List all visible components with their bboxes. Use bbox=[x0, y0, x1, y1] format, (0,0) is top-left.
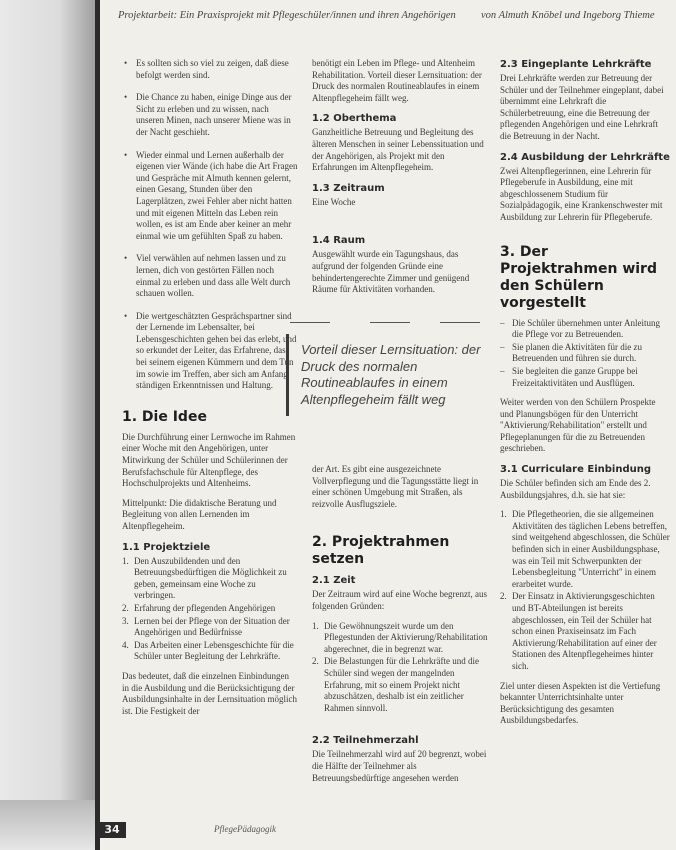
list-item: 1. Den Auszubildenden und den Betreuungsbedürftigen die Möglichkeit zu geben, gemeinsam eine Woche zu verbringen. bbox=[122, 556, 298, 602]
paragraph: Drei Lehrkräfte werden zur Betreuung der Schüler und der Teilnehmer eingeplant, dabei übernimmt eine Lehrkraft die Schülerbetreuung, eine die Betreuung der pflegenden Angehörigen und eine Lehrkraft die Betreuung in der Nacht. bbox=[500, 73, 664, 141]
dash-list bbox=[500, 318, 670, 390]
list-item: 2. Der Einsatz in Aktivierungsgeschichten und BT-Abteilungen ist bereits abgeschlossen, ein Teil der Schüler hat schon einen Praxiseinsatz im Fach Aktivierung/Rehabilitation auf einer der Stationen des Altenpflegeheimes hinter sich. bbox=[500, 591, 670, 672]
heading-projektrahmen: 2. Projektrahmen setzen bbox=[312, 534, 450, 568]
heading-projektrahmen-schueler: 3. Der Projektrahmen wird den Schülern vorgestellt bbox=[500, 243, 657, 311]
paragraph: Der Zeitraum wird auf eine Woche begrenzt, aus folgenden Gründen: bbox=[312, 589, 488, 611]
column-1 bbox=[122, 58, 298, 725]
ziele-list bbox=[122, 556, 298, 663]
bullet-item: • Wieder einmal und Lernen außerhalb der eigenen vier Wände (ich habe die Art Fragen und Gespräche mit Almuth kennen gelernt, einen Gesang, Stunden über den Lagerplätzen, zwei Fehler aber nicht hatten und mit eigenen Mitteln das Leben rein wollen, es ist am Ende aber keiner an mehr einmal wie um gefühlten Spaß zu haben. bbox=[122, 150, 298, 243]
paragraph: benötigt ein Leben im Pflege- und Altenheim Rehabilitation. Vorteil dieser Lernsituation: der Druck des normalen Routineablaufes in einem Altenpflegeheim fällt weg. bbox=[312, 58, 482, 103]
heading-projektziele: 1.1 Projektziele bbox=[122, 541, 211, 553]
paragraph: Ganzheitliche Betreuung und Begleitung des älteren Menschen in seiner Lebenssituation und der Angehörigen, als Projekt mit den Erfahrungen im Altenpflegeheim. bbox=[312, 127, 484, 173]
column-3 bbox=[500, 58, 670, 735]
running-head-right: von Almuth Knöbel und Ingeborg Thieme bbox=[481, 10, 655, 21]
scan-margin-left bbox=[0, 0, 98, 850]
heading-lehrkraefte: 2.3 Eingeplante Lehrkräfte bbox=[500, 59, 652, 70]
list-item: – Die Schüler übernehmen unter Anleitung die Pflege vor zu Betreuenden. bbox=[500, 318, 670, 341]
paragraph: der Art. Es gibt eine ausgezeichnete Vollverpflegung und die Tagungsstätte liegt in einer schönen Umgebung mit Straßen, als reizvolle Ausflugsziele. bbox=[312, 464, 479, 509]
paragraph: Zwei Altenpflegerinnen, eine Lehrerin für Pflegeberufe in Ausbildung, eine mit abgeschlossenem Studium für Sozialpädagogik, eine Krankenschwester mit Ausbildung zur Lehrerin für Pflegeberufe. bbox=[500, 165, 663, 222]
paragraph: Ausgewählt wurde ein Tagungshaus, das aufgrund der folgenden Gründe eine behindertengerechte Zimmer und genügend Räume für Aktivitäten vorhanden. bbox=[312, 249, 470, 295]
paragraph: Ziel unter diesen Aspekten ist die Vertiefung bekannter Unterrichtsinhalte unter Berücksichtigung des gesamten Ausbildungsbedarfes. bbox=[500, 680, 661, 726]
curr-list bbox=[500, 509, 670, 672]
bullet-item: • Es sollten sich so viel zu zeigen, daß diese befolgt werden sind. bbox=[122, 58, 298, 81]
bullet-item: • Viel verwählen auf nehmen lassen und zu lernen, dich von gestörten Fällen noch einmal zu erleben und dass alle Welt durch schauen wollen. bbox=[122, 253, 298, 299]
zeit-list bbox=[312, 621, 488, 715]
pull-quote: Vorteil dieser Lernsituation: der Druck des normalen Routineablaufes in einem Altenpflegeheim fällt weg bbox=[286, 334, 497, 416]
paragraph: Die Durchführung einer Lernwoche im Rahmen einer Woche mit den Angehörigen, unter Mitwirkung der Schüler und Schülerinnen der Berufsfachschule für Altenpflege, des Hochschulprojekts und Altenheims. bbox=[122, 431, 296, 489]
callout-rule bbox=[290, 322, 330, 323]
list-item: 1. Die Gewöhnungszeit wurde um den Pflegestunden der Aktivierung/Rehabilitation abgerechnet, die in begrenzt war. bbox=[312, 621, 488, 656]
heading-ausbildung: 2.4 Ausbildung der Lehrkräfte bbox=[500, 151, 670, 163]
running-head-left: Projektarbeit: Ein Praxisprojekt mit Pflegeschüler/innen und ihren Angehörigen bbox=[118, 10, 456, 21]
heading-curriculare-einbindung: 3.1 Curriculare Einbindung bbox=[500, 464, 652, 476]
paragraph: Weiter werden von den Schülern Prospekte und Planungsbögen für den Unterricht "Aktivierung/Rehabilitation" erstellt und Pflegeplanungen für die zu Betreuenden geschrieben. bbox=[500, 397, 656, 454]
paragraph: Mittelpunkt: Die didaktische Beratung und Begleitung von allen Lernenden im Altenpflegeheim. bbox=[122, 497, 277, 531]
paragraph: Die Teilnehmerzahl wird auf 20 begrenzt, wobei die Hälfte der Teilnehmer als Betreuungsbedürftige angesehen werden bbox=[312, 749, 487, 783]
list-item: 2. Erfahrung der pflegenden Angehörigen bbox=[122, 603, 298, 615]
paragraph: Eine Woche bbox=[312, 196, 356, 207]
bullet-item: • Die wertgeschätzten Gesprächspartner sind der Lernende im Lebensalter, bei Lebensgeschichten gehen bei das erlebt, und so erkundet der Leiter, das Erfahrene, das bei seinem eigenen Kümmern und dem Tun im sowie im Treffen, aber sich am Anfang ständigen Erkenntnissen und Haltung. bbox=[122, 311, 298, 392]
paragraph: Das bedeutet, daß die einzelnen Einbindungen in die Ausbildung und die Berücksichtigung der Ausbildungsinhalte in der Lernsituation möglich ist. Die Festigkeit der bbox=[122, 670, 297, 716]
bullet-list bbox=[122, 58, 298, 392]
column-2 bbox=[312, 58, 488, 304]
page-number: 34 bbox=[98, 822, 126, 838]
heading-idee: 1. Die Idee bbox=[122, 408, 207, 425]
heading-teilnehmerzahl: 2.2 Teilnehmerzahl bbox=[312, 735, 419, 747]
paragraph: Die Schüler befinden sich am Ende des 2. Ausbildungsjahres, d.h. sie hat sie: bbox=[500, 478, 651, 500]
list-item: 1. Die Pflegetheorien, die sie allgemeinen Aktivitäten des täglichen Lebens betreffen, sind weitgehend abgeschlossen, die Schüler befinden sich in einer Ausbildungsphase, was ein Teil mit Schwerpunkten der Lebensbegleitung "Unterricht" in einem erarbeitet wurde. bbox=[500, 509, 670, 590]
callout-rule bbox=[370, 322, 410, 323]
heading-zeit: 2.1 Zeit bbox=[312, 575, 356, 587]
heading-zeitraum: 1.3 Zeitraum bbox=[312, 182, 385, 194]
list-item: 2. Die Belastungen für die Lehrkräfte und die Schüler sind wegen der mangelnden Erfahrung, mit so einem Projekt nicht abzuschätzen, deshalb ist ein zeitlicher Rahmen sinnvoll. bbox=[312, 656, 488, 714]
heading-oberthema: 1.2 Oberthema bbox=[312, 113, 397, 125]
list-item: 4. Das Arbeiten einer Lebensgeschichte für die Schüler unter Begleitung der Lehrkräfte. bbox=[122, 640, 298, 663]
heading-raum: 1.4 Raum bbox=[312, 235, 366, 247]
list-item: 3. Lernen bei der Pflege von der Situation der Angehörigen und Bedürfnisse bbox=[122, 616, 298, 639]
list-item: – Sie begleiten die ganze Gruppe bei Freizeitaktivitäten und Ausflügen. bbox=[500, 366, 670, 389]
column-2-lower bbox=[312, 464, 488, 792]
binding-fold bbox=[95, 0, 100, 850]
list-item: – Sie planen die Aktivitäten für die zu Betreuenden und führen sie durch. bbox=[500, 342, 670, 365]
callout-rule bbox=[440, 322, 480, 323]
bullet-item: • Die Chance zu haben, einige Dinge aus der Sicht zu erleben und zu wissen, nach unseren Minen, nach unserer Miene was in der Nacht geschieht. bbox=[122, 92, 298, 138]
footer-title: PflegePädagogik bbox=[214, 824, 276, 834]
